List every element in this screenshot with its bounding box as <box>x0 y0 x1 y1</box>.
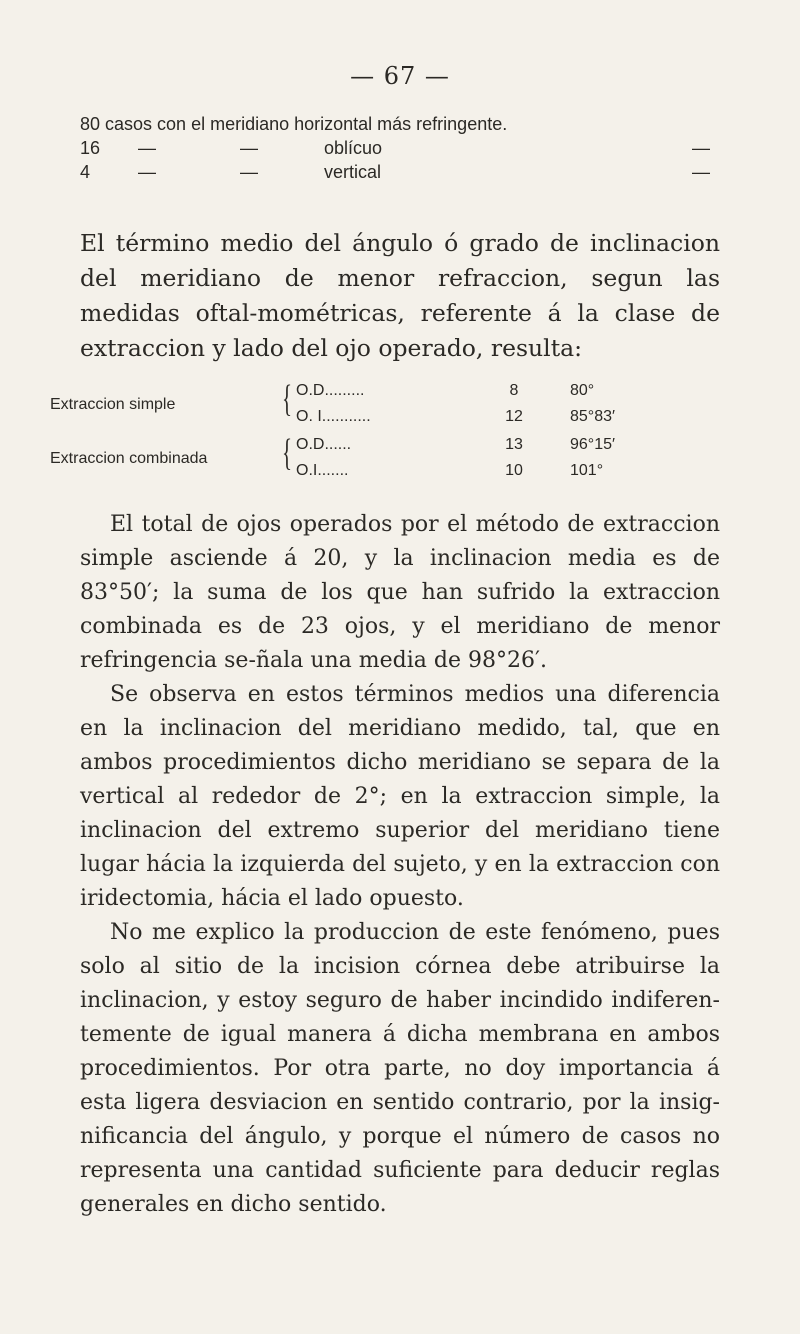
cases-summary <box>80 112 720 184</box>
group-label: Extraccion simple <box>50 396 176 413</box>
case-count: 4 <box>80 162 91 182</box>
case-count-text: 80 casos con el meridiano horizontal más refringente. <box>80 114 508 134</box>
meridian-type: vertical <box>324 162 382 182</box>
eye-label: O.D...... <box>296 436 352 453</box>
ditto-mark: — <box>138 162 156 182</box>
brace-icon: { <box>282 378 293 420</box>
ditto-mark: — <box>692 162 710 182</box>
case-row-vertical <box>80 160 720 184</box>
body-text <box>80 508 720 1222</box>
eye-angle: 101° <box>570 462 604 479</box>
brace-icon: { <box>282 432 293 474</box>
paragraph-observation: Se observa en estos términos medios una diferencia en la inclinacion del meridiano medido, tal, que en ambos procedimientos dicho meridiano se separa de la vertical al rededor de 2°; en la extraccion simple, la inclinacion del extremo superior del meridiano tiene lugar hácia la izquierda del sujeto, y en la extraccion con iridectomia, hácia el lado opuesto. <box>80 682 720 911</box>
page-number: — 67 — <box>350 62 450 90</box>
ditto-mark: — <box>692 138 710 158</box>
paragraph-intro: El término medio del ángulo ó grado de inclinacion del meridiano de menor refraccion, segun las medidas oftal-mométricas, referente á la clase de extraccion y lado del ojo operado, resulta: <box>80 229 720 362</box>
eye-count: 10 <box>505 462 523 479</box>
eye-label: O.I....... <box>296 462 349 479</box>
eye-count: 8 <box>509 382 519 399</box>
ditto-mark: — <box>240 162 258 182</box>
eye-count: 13 <box>505 436 523 453</box>
group-label: Extraccion combinada <box>50 450 208 467</box>
eye-label: O.D......... <box>296 382 365 399</box>
eye-angle: 80° <box>570 382 595 399</box>
measurement-table <box>50 376 730 486</box>
ditto-mark: — <box>138 138 156 158</box>
meridian-type: oblícuo <box>324 138 383 158</box>
case-row-horizontal <box>80 112 720 136</box>
eye-angle: 96°15′ <box>570 436 615 453</box>
case-count: 16 <box>80 138 101 158</box>
paragraph-explanation: No me explico la produccion de este fenómeno, pues solo al sitio de la incision córnea debe atribuirse la inclinacion, y estoy seguro de haber incindido indiferen-temente de igual manera á dicha membrana en ambos procedimientos. Por otra parte, no doy importancia á esta ligera desviacion en sentido contrario, por la insig-nificancia del ángulo, y porque el número de casos no representa una cantidad suficiente para deducir reglas generales en dicho sentido. <box>80 920 720 1217</box>
eye-label: O. I........... <box>296 408 371 425</box>
eye-angle: 85°83′ <box>570 408 615 425</box>
paragraph-total: El total de ojos operados por el método de extraccion simple asciende á 20, y la inclinacion media es de 83°50′; la suma de los que han sufrido la extraccion combinada es de 23 ojos, y el meridiano de menor refringencia se-ñala una media de 98°26′. <box>80 512 720 673</box>
case-row-oblique <box>80 136 720 160</box>
ditto-mark: — <box>240 138 258 158</box>
eye-count: 12 <box>505 408 523 425</box>
